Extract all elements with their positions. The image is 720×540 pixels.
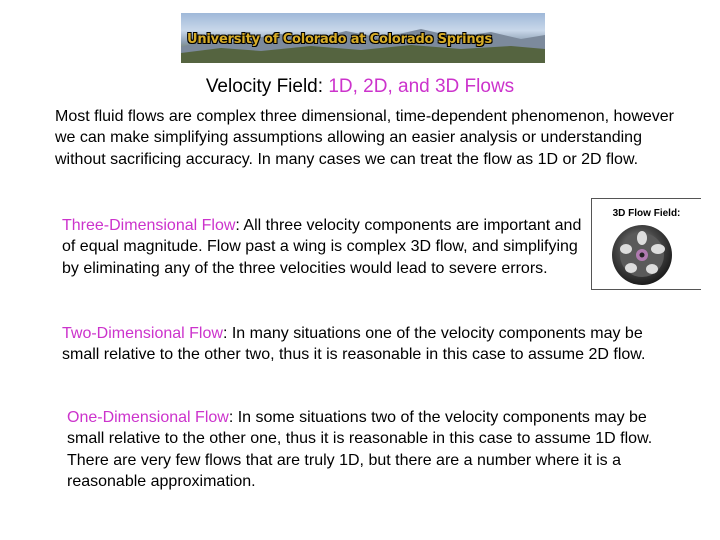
- three-dimensional-paragraph: [62, 215, 592, 279]
- three-dimensional-term: Three-Dimensional Flow: [62, 217, 236, 234]
- flow-media-label: 3D Flow Field:: [612, 208, 681, 219]
- one-dimensional-text: : In some situations two of the velocity components may be small relative to the other one, thus it is reasonable in this case to assume 1D flow. There are very few flows that are truly 1D, but there are a number where it is a reasonable approximation.: [67, 409, 653, 490]
- two-dimensional-paragraph: [62, 323, 682, 366]
- title-accent: 1D, 2D, and 3D Flows: [328, 76, 515, 97]
- two-dimensional-text: : In many situations one of the velocity components may be small relative to the other two, thus it is reasonable in this case to assume 2D flow.: [62, 325, 646, 364]
- film-reel-icon[interactable]: [610, 223, 674, 287]
- one-dimensional-paragraph: [67, 407, 687, 492]
- university-banner: [181, 13, 545, 63]
- two-dimensional-term: Two-Dimensional Flow: [62, 325, 223, 342]
- title-prefix: Velocity Field:: [205, 76, 329, 97]
- intro-paragraph: Most fluid flows are complex three dimensional, time-dependent phenomenon, however we can make simplifying assumptions allowing an easier analysis or understanding without sacrificing accuracy. In many cases we can treat the flow as 1D or 2D flow.: [55, 108, 675, 168]
- one-dimensional-term: One-Dimensional Flow: [67, 409, 229, 426]
- three-dimensional-text: : All three velocity components are important and of equal magnitude. Flow past a wing is complex 3D flow, and simplifying by eliminating any of the three velocities would lead to severe errors.: [62, 217, 582, 277]
- banner-title: University of Colorado at Colorado Springs: [187, 32, 493, 47]
- flow-media-box[interactable]: [591, 198, 701, 290]
- slide-title: [0, 76, 720, 98]
